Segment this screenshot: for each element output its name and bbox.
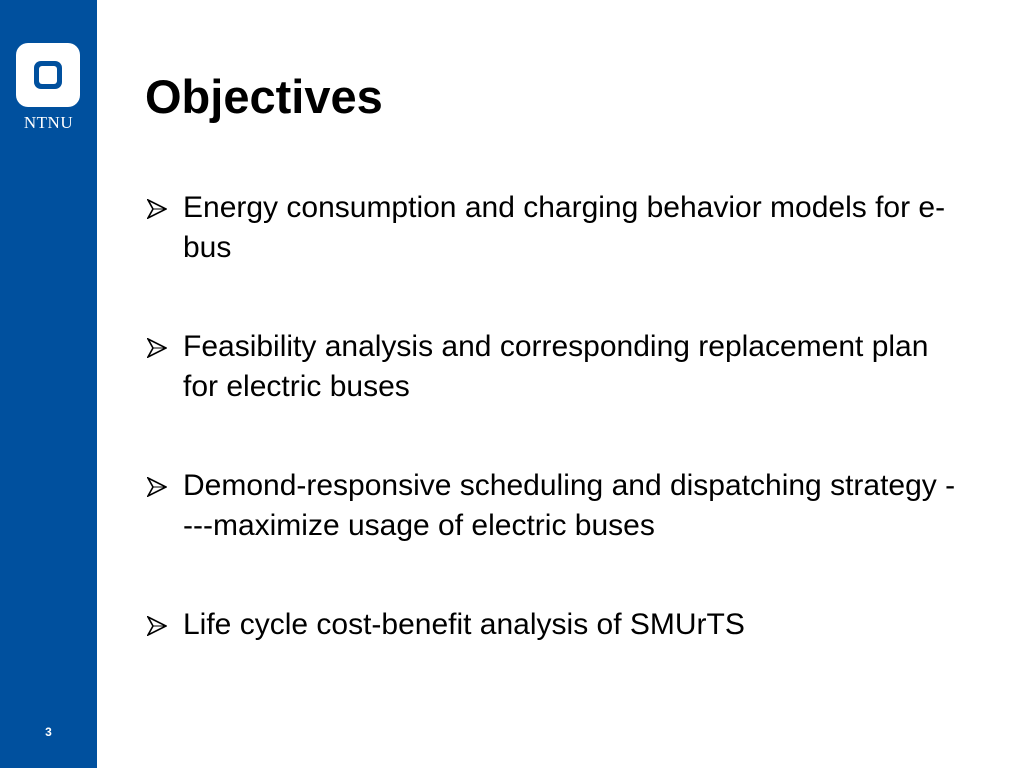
arrow-bullet-icon — [147, 338, 167, 358]
arrow-bullet-icon — [147, 199, 167, 219]
bullet-item-feasibility — [145, 327, 965, 407]
page-number: 3 — [45, 725, 52, 739]
slide-title: Objectives — [145, 70, 383, 123]
bullet-item-lifecycle — [145, 605, 965, 645]
arrow-bullet-icon — [147, 616, 167, 636]
bullet-item-scheduling — [145, 466, 965, 546]
logo-text: NTNU — [23, 113, 74, 132]
sidebar — [0, 0, 97, 768]
bullet-list — [145, 188, 965, 704]
bullet-text: Energy consumption and charging behavior models for e-bus — [183, 191, 946, 264]
bullet-text: Feasibility analysis and corresponding replacement plan for electric buses — [183, 330, 929, 403]
bullet-item-energy — [145, 188, 965, 268]
bullet-text: Life cycle cost-benefit analysis of SMUrTS — [183, 608, 745, 641]
ntnu-logo-icon — [16, 43, 80, 107]
bullet-text: Demond-responsive scheduling and dispatching strategy ----maximize usage of electric buses — [183, 469, 956, 542]
arrow-bullet-icon — [147, 477, 167, 497]
